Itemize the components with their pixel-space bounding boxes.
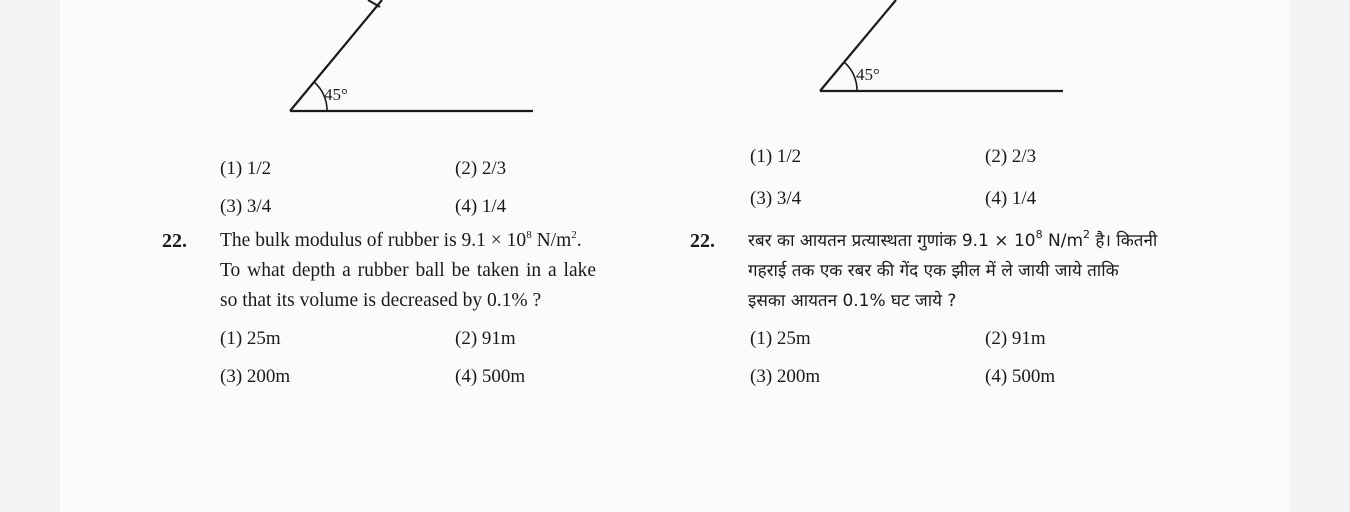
question-en-line-2: To what depth a rubber ball be taken in a lake: [220, 260, 596, 281]
figure-right-angle-label: 45°: [856, 65, 880, 84]
question-number-hi: 22.: [690, 230, 715, 252]
q22-en-option-3: (3) 200m: [220, 366, 291, 387]
prev-hi-option-2: (2) 2/3: [985, 146, 1037, 167]
question-text-hi: [748, 226, 1157, 316]
q22-en-option-4: (4) 500m: [455, 366, 526, 387]
q22-hi-option-2: (2) 91m: [985, 328, 1046, 349]
q22-hi-option-4: (4) 500m: [985, 366, 1056, 387]
prev-en-option-1: (1) 1/2: [220, 158, 272, 179]
question-number-en: 22.: [162, 230, 187, 252]
prev-en-option-3: (3) 3/4: [220, 196, 272, 217]
prev-hi-option-1: (1) 1/2: [750, 146, 802, 167]
incline-figure-left: [280, 0, 600, 120]
question-en-line-3: so that its volume is decreased by 0.1% ?: [220, 290, 542, 311]
q22-en-option-1: (1) 25m: [220, 328, 281, 349]
document-page: [60, 0, 1290, 512]
prev-en-option-4: (4) 1/4: [455, 196, 507, 217]
question-hi-line-3: इसका आयतन 0.1% घट जाये ?: [748, 291, 957, 311]
question-en-line-1: The bulk modulus of rubber is $9.1 \times 10^8$ $N/m^2$.: [220, 229, 582, 251]
question-text-en: [220, 226, 596, 316]
q22-en-option-2: (2) 91m: [455, 328, 516, 349]
figure-left-angle-label: 45°: [324, 85, 348, 104]
prev-en-option-2: (2) 2/3: [455, 158, 507, 179]
prev-hi-option-4: (4) 1/4: [985, 188, 1037, 209]
q22-hi-option-3: (3) 200m: [750, 366, 821, 387]
prev-hi-option-3: (3) 3/4: [750, 188, 802, 209]
q22-hi-option-1: (1) 25m: [750, 328, 811, 349]
incline-figure-right: [810, 0, 1130, 100]
question-hi-line-2: गहराई तक एक रबर की गेंद एक झील में ले जायी जाये ताकि: [748, 261, 1119, 281]
question-hi-line-1: रबर का आयतन प्रत्यास्थता गुणांक $9.1 \times 10^8$ $N/m^2$ है। कितनी: [748, 228, 1158, 251]
